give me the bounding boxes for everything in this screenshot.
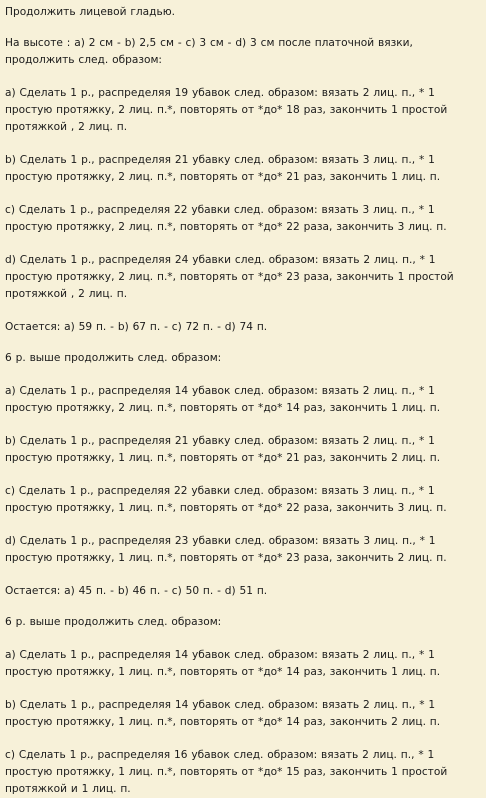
step2-b: b) Сделать 1 р., распределяя 21 убавку след. образом: вязать 2 лиц. п., * 1 простую протяжку, 1 лиц. п.*, повторять от *до* 21 раз, закончить 2 лиц. п. bbox=[5, 435, 441, 464]
step1-a: a) Сделать 1 р., распределяя 19 убавок след. образом: вязать 2 лиц. п., * 1 простую протяжку, 2 лиц. п.*, повторять от *до* 18 раз, закончить 1 простой протяжкой , 2 лиц. п. bbox=[5, 87, 448, 133]
step2-c: c) Сделать 1 р., распределяя 22 убавки след. образом: вязать 3 лиц. п., * 1 простую протяжку, 1 лиц. п.*, повторять от *до* 22 раза, закончить 3 лиц. п. bbox=[5, 485, 447, 514]
step1-b: b) Сделать 1 р., распределяя 21 убавку след. образом: вязать 3 лиц. п., * 1 простую протяжку, 2 лиц. п.*, повторять от *до* 21 раз, закончить 1 лиц. п. bbox=[5, 154, 441, 183]
remaining-2: Остается: a) 45 п. - b) 46 п. - c) 50 п. - d) 51 п. bbox=[5, 585, 268, 597]
intro-line: Продолжить лицевой гладью. bbox=[5, 6, 176, 18]
height-instruction: На высоте : a) 2 см - b) 2,5 см - c) 3 см - d) 3 см после платочной вязки, продолжить след. образом: bbox=[5, 37, 413, 66]
step3-a: a) Сделать 1 р., распределяя 14 убавок след. образом: вязать 2 лиц. п., * 1 простую протяжку, 1 лиц. п.*, повторять от *до* 14 раз, закончить 1 лиц. п. bbox=[5, 649, 441, 678]
step3-b: b) Сделать 1 р., распределяя 14 убавок след. образом: вязать 2 лиц. п., * 1 простую протяжку, 1 лиц. п.*, повторять от *до* 14 раз, закончить 2 лиц. п. bbox=[5, 699, 441, 728]
step1-c: c) Сделать 1 р., распределяя 22 убавки след. образом: вязать 3 лиц. п., * 1 простую протяжку, 2 лиц. п.*, повторять от *до* 22 раза, закончить 3 лиц. п. bbox=[5, 204, 447, 233]
step2-d: d) Сделать 1 р., распределяя 23 убавки след. образом: вязать 3 лиц. п., * 1 простую протяжку, 1 лиц. п.*, повторять от *до* 23 раза, закончить 2 лиц. п. bbox=[5, 535, 447, 564]
continue-2: 6 р. выше продолжить след. образом: bbox=[5, 616, 222, 628]
step3-c: c) Сделать 1 р., распределяя 16 убавок след. образом: вязать 2 лиц. п., * 1 простую протяжку, 1 лиц. п.*, повторять от *до* 15 раз, закончить 1 простой протяжкой и 1 лиц. п. bbox=[5, 749, 448, 795]
remaining-1: Остается: a) 59 п. - b) 67 п. - c) 72 п. - d) 74 п. bbox=[5, 321, 268, 333]
step1-d: d) Сделать 1 р., распределяя 24 убавки след. образом: вязать 2 лиц. п., * 1 простую протяжку, 2 лиц. п.*, повторять от *до* 23 раза, закончить 1 простой протяжкой , 2 лиц. п. bbox=[5, 254, 454, 300]
continue-1: 6 р. выше продолжить след. образом: bbox=[5, 352, 222, 364]
step2-a: a) Сделать 1 р., распределяя 14 убавок след. образом: вязать 2 лиц. п., * 1 простую протяжку, 2 лиц. п.*, повторять от *до* 14 раз, закончить 1 лиц. п. bbox=[5, 385, 441, 414]
